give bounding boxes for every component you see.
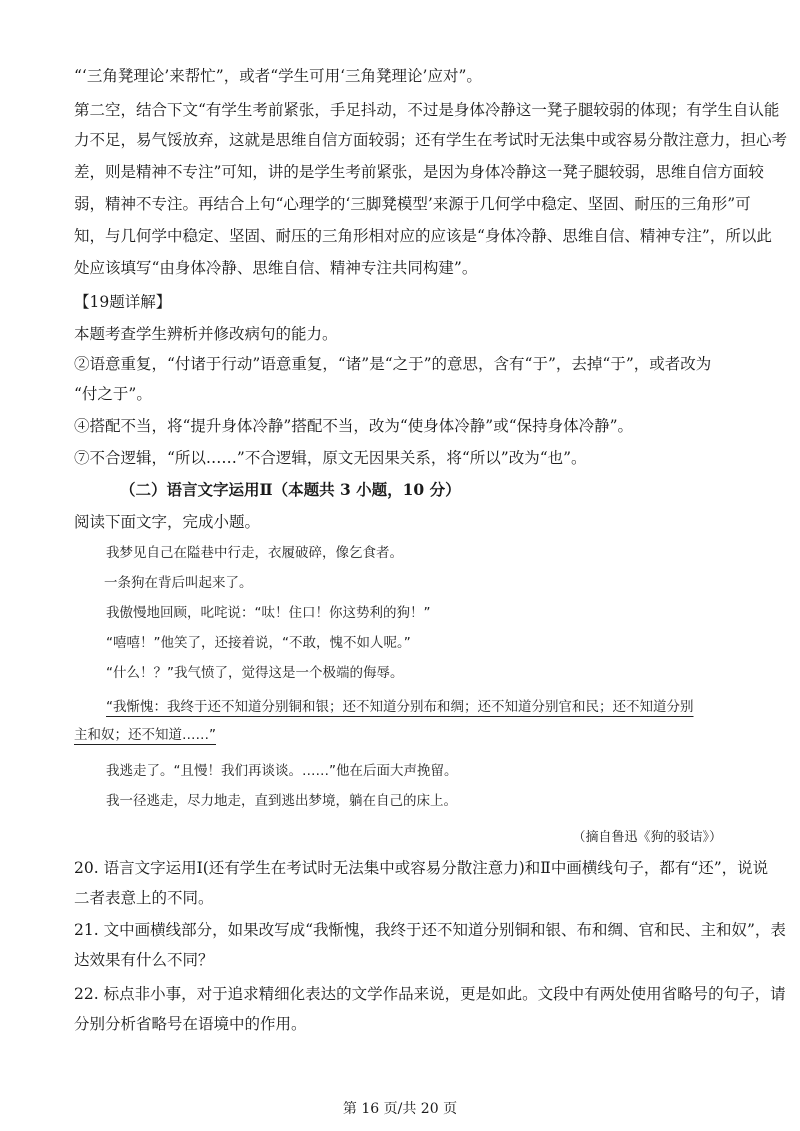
question-21: 21. 文中画横线部分，如果改写成“我惭愧，我终于还不知道分别铜和银、布和绸、官和民、主和奴”，表 <box>74 921 786 939</box>
story-paragraph: 一条狗在背后叫起来了。 <box>104 575 253 591</box>
body-line: 第二空，结合下文“有学生考前紧张，手足抖动，不过是身体冷静这一凳子腿较弱的体现；有学生自认能 <box>74 101 780 119</box>
story-paragraph: 我梦见自己在隘巷中行走，衣履破碎，像乞食者。 <box>106 545 403 561</box>
story-source: （摘自鲁迅《狗的驳诘》） <box>572 830 722 845</box>
q19-intro: 本题考查学生辨析并修改病句的能力。 <box>74 325 338 343</box>
story-paragraph: 我傲慢地回顾，叱咤说：“呔！住口！你这势利的狗！” <box>106 605 431 621</box>
section-heading: （二）语言文字运用Ⅱ（本题共 3 小题，10 分） <box>120 480 461 499</box>
page-footer: 第 16 页/共 20 页 <box>342 1101 458 1117</box>
question-20-cont: 二者表意上的不同。 <box>74 889 214 907</box>
q19-item-7: ⑦不合逻辑，“所以……”不合逻辑，原文无因果关系，将“所以”改为“也”。 <box>74 449 587 467</box>
body-line: 差，则是精神不专注”可知，讲的是学生考前紧张，是因为身体冷静这一凳子腿较弱，思维自信方面较 <box>74 163 764 181</box>
story-paragraph: 我一径逃走，尽力地走，直到逃出梦境，躺在自己的床上。 <box>106 793 457 809</box>
question-21-cont: 达效果有什么不同？ <box>74 951 214 969</box>
body-line: “‘三角凳理论’来帮忙”，或者“学生可用‘三角凳理论’应对”。 <box>74 67 482 85</box>
story-paragraph: “嘻嘻！”他笑了，还接着说，“不敢，愧不如人呢。” <box>106 635 411 651</box>
q19-item-2: ②语意重复，“付诸于行动”语意重复，“诸”是“之于”的意思，含有“于”，去掉“于”，或者改为 <box>74 355 712 373</box>
story-paragraph: “什么！？”我气愤了，觉得这是一个极端的侮辱。 <box>106 665 404 681</box>
story-underlined-sentence: “我惭愧：我终于还不知道分别铜和银；还不知道分别布和绸；还不知道分别官和民；还不知道分别 <box>106 699 694 715</box>
question-20: 20. 语言文字运用Ⅰ(还有学生在考试时无法集中或容易分散注意力)和Ⅱ中画横线句子，都有“还”，说说 <box>74 859 769 877</box>
body-line: 处应该填写“由身体冷静、思维自信、精神专注共同构建”。 <box>74 259 478 277</box>
question-22-cont: 分别分析省略号在语境中的作用。 <box>74 1015 307 1033</box>
body-line: 力不足，易气馁放弃，这就是思维自信方面较弱；还有学生在考试时无法集中或容易分散注意力，担心考 <box>74 131 788 149</box>
q19-item-2-cont: “付之于”。 <box>74 385 152 403</box>
q19-item-4: ④搭配不当，将“提升身体冷静”搭配不当，改为“使身体冷静”或“保持身体冷静”。 <box>74 417 634 435</box>
question-22: 22. 标点非小事，对于追求精细化表达的文学作品来说，更是如此。文段中有两处使用省略号的句子，请 <box>74 985 786 1003</box>
story-paragraph: 我逃走了。“且慢！我们再谈谈。……”他在后面大声挽留。 <box>106 763 458 779</box>
q19-title: 【19题详解】 <box>74 293 172 311</box>
section-instruction: 阅读下面文字，完成小题。 <box>74 513 261 531</box>
body-line: 弱，精神不专注。再结合上句“心理学的‘三脚凳模型’来源于几何学中稳定、坚固、耐压的三角形”可 <box>74 195 751 213</box>
story-underlined-sentence-cont: 主和奴；还不知道……” <box>74 727 216 743</box>
body-line: 知，与几何学中稳定、坚固、耐压的三角形相对应的应该是“身体冷静、思维自信、精神专注”，所以此 <box>74 227 772 245</box>
